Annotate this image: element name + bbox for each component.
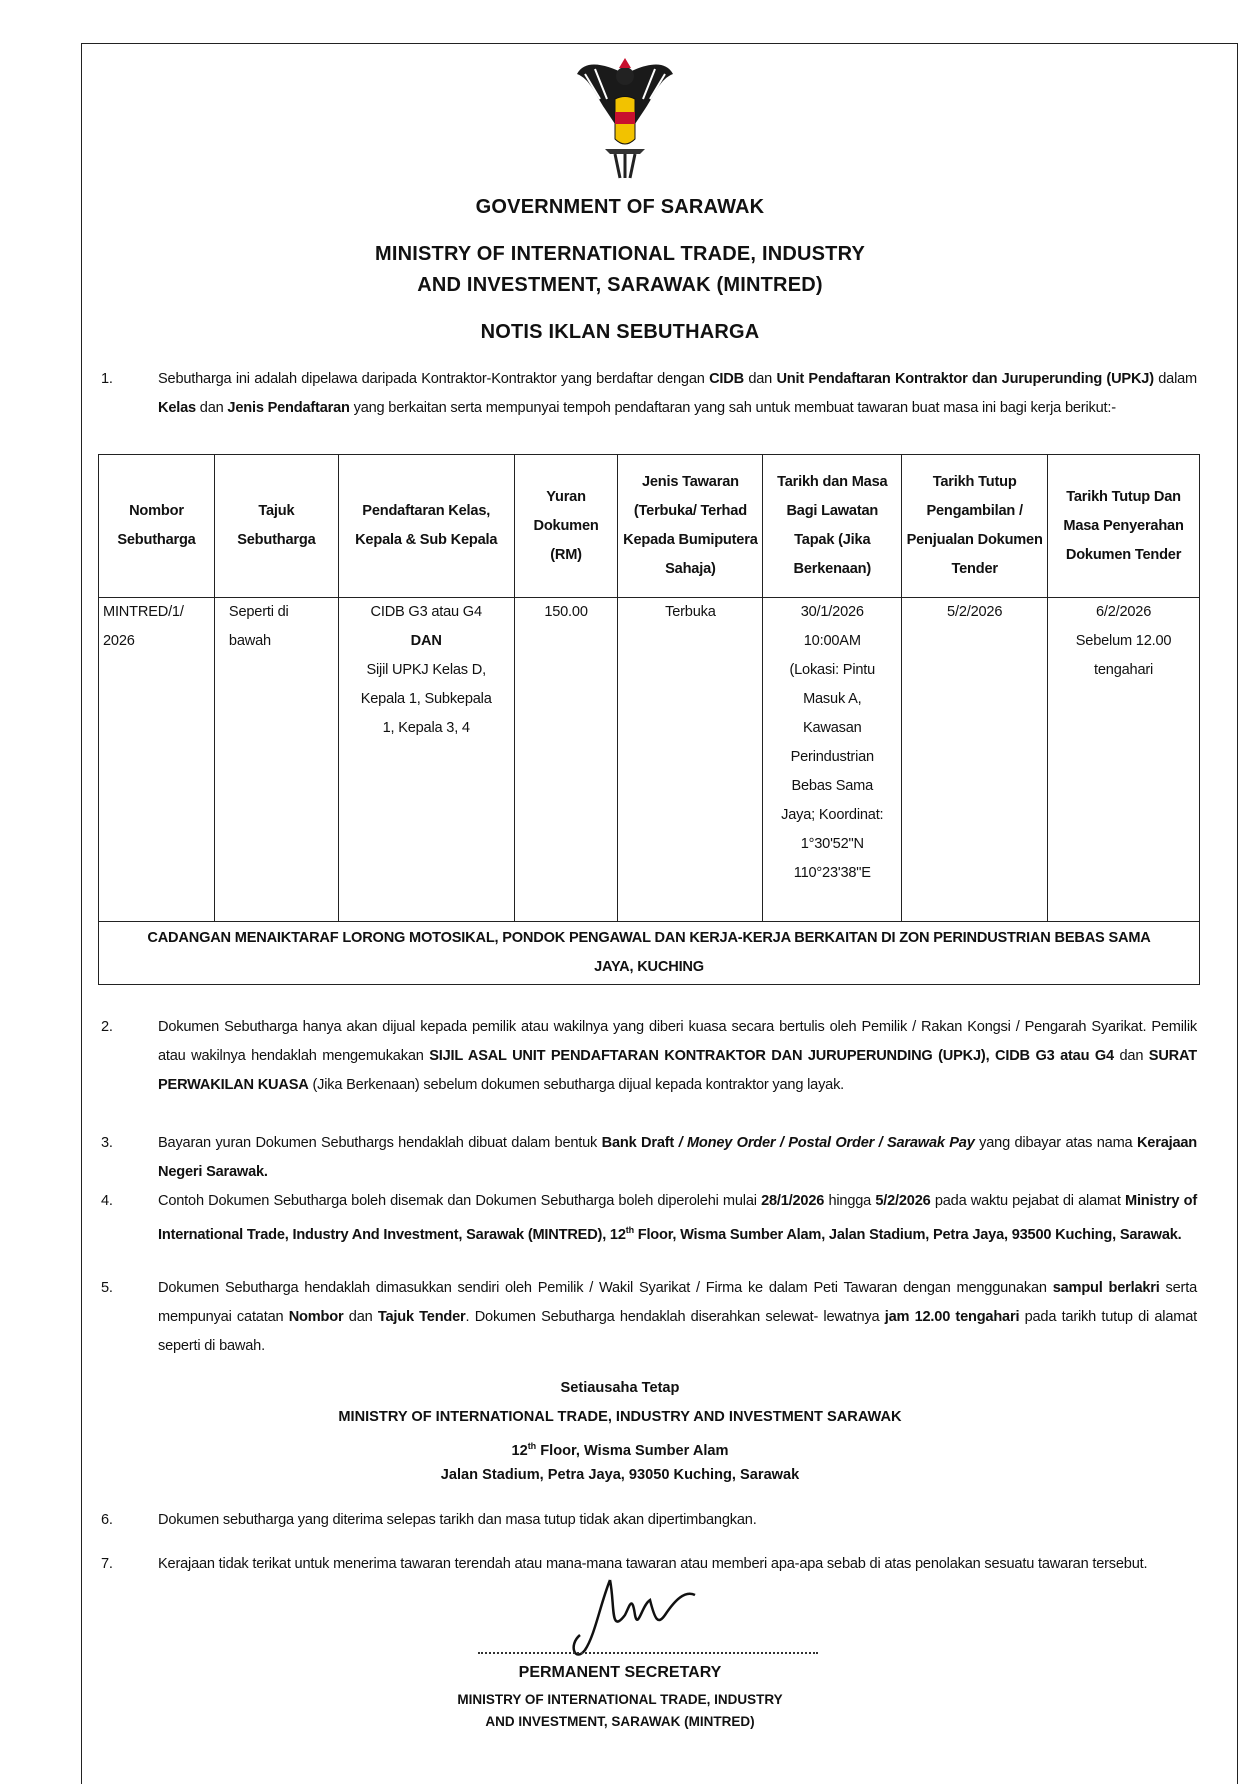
col-header: Tajuk Sebutharga — [214, 455, 338, 598]
clause-2: 2. Dokumen Sebutharga hanya akan dijual kepada pemilik atau wakilnya yang diberi kuasa secara bertulis oleh Pemilik / Rakan Kongsi / Pengarah Syarikat. Pemilik atau wakilnya hendaklah mengemukakan SIJIL ASAL UNIT PENDAFTARAN KONTRAKTOR DAN JURUPERUNDING (UPKJ), CIDB G3 atau G4 dan SURAT PERWAKILAN KUASA (Jika Berkenaan) sebelum dokumen sebutharga dijual kepada kontraktor yang layak. — [101, 1019, 1197, 1093]
address-line-3: 12th Floor, Wisma Sumber Alam — [511, 1441, 729, 1459]
sarawak-emblem-icon — [575, 54, 675, 180]
col-header: Tarikh Tutup Dan Masa Penyerahan Dokumen Tender — [1048, 455, 1200, 598]
clause-4: 4. Contoh Dokumen Sebutharga boleh disemak dan Dokumen Sebutharga boleh diperolehi mulai 28/1/2026 hingga 5/2/2026 pada waktu pejabat di alamat Ministry of International Trade, Industry And Investment, Sarawak (MINTRED), 12th Floor, Wisma Sumber Alam, Jalan Stadium, Petra Jaya, 93500 Kuching, Sarawak. — [101, 1193, 1197, 1243]
clause-7: 7. Kerajaan tidak terikat untuk menerima tawaran terendah atau mana-mana tawaran atau memberi apa-apa sebab di atas penolakan sesuatu tawaran tersebut. — [101, 1556, 1148, 1572]
address-line-4: Jalan Stadium, Petra Jaya, 93050 Kuching, Sarawak — [440, 1467, 800, 1483]
cell-lawatan: 30/1/2026 10:00AM (Lokasi: Pintu Masuk A, Kawasan Perindustrian Bebas Sama Jaya; Koordinat: 1°30'52"N 110°23'38"E — [763, 598, 902, 922]
signatory-title: PERMANENT SECRETARY — [518, 1664, 722, 1681]
col-header: Pendaftaran Kelas, Kepala & Sub Kepala — [338, 455, 514, 598]
clause-1: 1. Sebutharga ini adalah dipelawa daripada Kontraktor-Kontraktor yang berdaftar dengan CIDB dan Unit Pendaftaran Kontraktor dan Juruperunding (UPKJ) dalam Kelas dan Jenis Pendaftaran yang berkaitan serta mempunyai tempoh pendaftaran yang sah untuk membuat tawaran buat masa ini bagi kerja berikut:- — [101, 365, 1197, 423]
ministry-heading-line2: AND INVESTMENT, SARAWAK (MINTRED) — [417, 274, 823, 296]
clause-3: 3. Bayaran yuran Dokumen Sebuthargs hendaklah dibuat dalam bentuk Bank Draft / Money Order / Postal Order / Sarawak Pay yang dibayar atas nama Kerajaan Negeri Sarawak. — [101, 1135, 1198, 1180]
col-header: Tarikh dan Masa Bagi Lawatan Tapak (Jika Berkenaan) — [763, 455, 902, 598]
ministry-heading-line1: MINISTRY OF INTERNATIONAL TRADE, INDUSTRY — [374, 243, 866, 265]
signature-line — [478, 1652, 818, 1654]
signatory-org-line2: AND INVESTMENT, SARAWAK (MINTRED) — [485, 1714, 755, 1729]
cell-nombor: MINTRED/1/ 2026 — [99, 598, 215, 922]
notice-title: NOTIS IKLAN SEBUTHARGA — [480, 321, 760, 343]
cell-pendaftaran: CIDB G3 atau G4 DAN Sijil UPKJ Kelas D, Kepala 1, Subkepala 1, Kepala 3, 4 — [338, 598, 514, 922]
cell-tajuk: Seperti di bawah — [214, 598, 338, 922]
cell-tutup-pengambilan: 5/2/2026 — [902, 598, 1048, 922]
table-row — [99, 598, 1200, 922]
cell-tutup-penyerahan: 6/2/2026 Sebelum 12.00 tengahari — [1048, 598, 1200, 922]
tender-table — [98, 454, 1200, 985]
address-line-1: Setiausaha Tetap — [560, 1380, 680, 1396]
cell-jenis: Terbuka — [618, 598, 763, 922]
address-line-2: MINISTRY OF INTERNATIONAL TRADE, INDUSTRY AND INVESTMENT SARAWAK — [338, 1409, 902, 1425]
project-title-row — [99, 922, 1200, 985]
clause-5: 5. Dokumen Sebutharga hendaklah dimasukkan sendiri oleh Pemilik / Wakil Syarikat / Firma ke dalam Peti Tawaran dengan menggunakan sampul berlakri serta mempunyai catatan Nombor dan Tajuk Tender. Dokumen Sebutharga hendaklah diserahkan selewat- lewatnya jam 12.00 tengahari pada tarikh tutup di alamat seperti di bawah. — [101, 1280, 1197, 1354]
cell-yuran: 150.00 — [514, 598, 618, 922]
government-heading: GOVERNMENT OF SARAWAK — [475, 196, 765, 218]
clause-number: 1. — [101, 371, 113, 387]
col-header: Yuran Dokumen (RM) — [514, 455, 618, 598]
project-title: CADANGAN MENAIKTARAF LORONG MOTOSIKAL, PONDOK PENGAWAL DAN KERJA-KERJA BERKAITAN DI ZON PERINDUSTRIAN BEBAS SAMA JAYA, KUCHING — [99, 922, 1200, 985]
signatory-org-line1: MINISTRY OF INTERNATIONAL TRADE, INDUSTRY — [457, 1692, 783, 1707]
col-header: Nombor Sebutharga — [99, 455, 215, 598]
col-header: Jenis Tawaran (Terbuka/ Terhad Kepada Bumiputera Sahaja) — [618, 455, 763, 598]
clause-6: 6. Dokumen sebutharga yang diterima selepas tarikh dan masa tutup tidak akan dipertimbangkan. — [101, 1512, 757, 1528]
table-header-row — [99, 455, 1200, 598]
col-header: Tarikh Tutup Pengambilan / Penjualan Dokumen Tender — [902, 455, 1048, 598]
